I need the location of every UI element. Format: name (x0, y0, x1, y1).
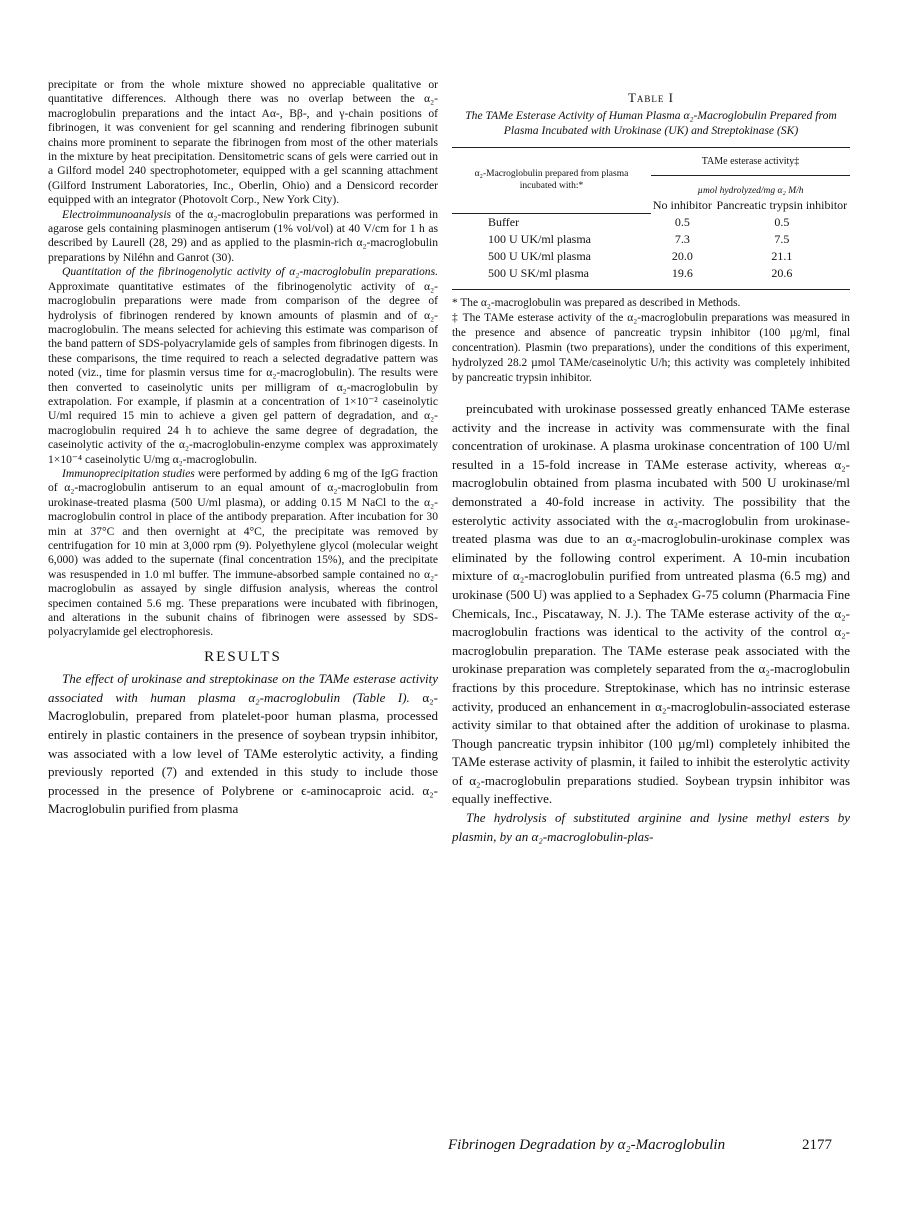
table-subheader-no-inhibitor: No inhibitor (652, 197, 712, 212)
table-subheader-trypsin-inhibitor: Pancreatic trypsin inhibitor (716, 197, 848, 212)
paragraph-body: Approximate quantitative estimates of the fibrinogenolytic activity of α₂-macroglobulin preparations were made from comparison of the degree of hydrolysis of fibrinogen rendered by known amounts of plasmin and of α₂-macroglobulin. The means selected for achieving this estimate was comparison of the band pattern of SDS-polyacrylamide gels of samples from fibrinogen digests. In these comparisons, the time required to reach a selected degradative pattern was noted (viz., time for plasmin versus time for α₂-macroglobulin). The results were then converted to caseinolytic units per milligram of α₂-macroglobulin by extrapolation. For example, if plasmin at a concentration of 1×10⁻² caseinolytic U/ml required 15 min to achieve a given gel pattern of degradation, and α₂-macroglobulin required 24 h to achieve the same degree of degradation, the caseinolytic activity of the α₂-macroglobulin-enzyme complex was approximately 1×10⁻⁴ caseinolytic U/mg α₂-macroglobulin. (48, 279, 438, 466)
table-cell-value: 21.1 (771, 249, 793, 263)
paragraph-heading: Immunoprecipitation studies (62, 466, 195, 480)
paragraph-quantitation (48, 265, 438, 467)
paragraph-methods-continued: precipitate or from the whole mixture showed no appreciable qualitative or quantitative differences. Although there was no overlap between the α₂-macroglobulin preparations and the intact Aα-, Bβ-, and γ-chain positions of fibrinogen, it was convenient for gel scanning and rendering fibrinogen subunit chains more prominent to separate the fibrinogen from most of the other materials in the mixture by heat precipitation. Densitometric scans of gels were carried out in a Gilford model 240 spectrophotometer, equipped with a gel scanning attachment (Gilford Instrument Laboratories, Inc., Oberlin, Ohio) and a Densicord recorder equipped with an integrator (Photovolt Corp., New York City). (48, 78, 438, 207)
table-row (452, 214, 850, 232)
table-cell-value: 7.5 (774, 232, 790, 246)
table-header-preparation: α₂-Macroglobulin prepared from plasma incubated with:* (452, 147, 651, 214)
paragraph-body: α₂-Macroglobulin, prepared from platelet-poor human plasma, processed entirely in plastic containers in the presence of soybean trypsin inhibitor, was associated with a low level of TAMe esterolytic activity, a finding previously reported (7) and extended in this study to include those processed in the presence of Polybrene or ϵ-aminocaproic acid. α₂-Macroglobulin purified from plasma (48, 689, 438, 817)
table-cell-value: 19.6 (651, 265, 714, 290)
table-cell-value: 7.3 (674, 232, 690, 246)
paragraph-results-continued: preincubated with urokinase possessed greatly enhanced TAMe esterase activity and the increase in activity was commensurate with the final concentration of urokinase. A plasma urokinase concentration of 100 U/ml resulted in a 15-fold increase in TAMe esterase activity, whereas α₂-macroglobulin obtained from plasma incubated with 500 U urokinase/ml demonstrated a 40-fold increase in activity. The possibility that the esterolytic activity associated with the α₂-macroglobulin from urokinase-treated plasma was due to an α₂-macroglobulin-urokinase complex was eliminated by the following control experiment. A 10-min incubation mixture of α₂-macroglobulin purified from untreated plasma (6.5 mg) and urokinase (500 U) was applied to a Sephadex G-75 column (Pharmacia Fine Chemicals, Inc., Piscataway, N. J.). The TAMe esterase activity of the α₂-macroglobulin fractions was identical to the activity of the control α₂-macroglobulin preparation. The TAMe esterase peak associated with the urokinase preparation was completely separated from the α₂-macroglobulin fractions by this procedure. Streptokinase, which has no intrinsic esterase activity, produced an enhancement in α₂-macroglobulin-associated esterase activity similar to that obtained after the addition of urokinase to plasma. Though pancreatic trypsin inhibitor (100 µg/ml) completely inhibited the TAMe esterase activity of plasmin, it failed to inhibit the esterolytic activity of α₂-macroglobulin preparations studied. Soybean trypsin inhibitor was equally ineffective. (452, 401, 850, 807)
paragraph-body: of the α₂-macroglobulin preparations was performed in agarose gels containing plasminogen antiserum (1% vol/vol) at 40 V/cm for 1 h as described by Laurell (28, 29) and as applied to the plasmin-rich α₂-macroglobulin preparations by Niléhn and Ganrot (30). (48, 207, 438, 264)
footnote: * The α₂-macroglobulin was prepared as described in Methods. (452, 297, 741, 309)
table-footnotes (452, 296, 850, 386)
table-cell-value: 0.5 (774, 214, 790, 229)
table-cell-value: 20.6 (714, 265, 850, 290)
table-cell-value: 20.0 (671, 249, 693, 263)
paragraph-immunoprecipitation (48, 467, 438, 640)
paragraph-heading: Quantitation of the fibrinogenolytic activity of α₂-macroglobulin preparations. (62, 265, 438, 279)
table-title: The TAMe Esterase Activity of Human Plasma α₂-Macroglobulin Prepared from Plasma Incubated with Urokinase (UK) and Streptokinase (SK) (465, 108, 837, 137)
table-header-activity: TAMe esterase activity‡ (651, 147, 850, 175)
paragraph-heading: Electroimmunoanalysis (62, 207, 172, 221)
table-cell-label: 500 U SK/ml plasma (452, 265, 651, 290)
paragraph-body: were performed by adding 6 mg of the IgG fraction of α₂-macroglobulin antiserum to an equal amount of α₂-macroglobulin from urokinase-treated plasma (500 U/ml plasma), or adding 0.15 M NaCl to the α₂-macroglobulin control in place of the antibody preparation. After incubation for 30 min at 37°C and then overnight at 4°C, the precipitate was removed by centrifugation for 10 min at 3,000 rpm (9). Polyethylene glycol (molecular weight 6,000) was added to the supernate (final concentration 15%), and the precipitate was resuspended in 1.0 ml buffer. The immune-absorbed sample contained no α₂-macroglobulin as assayed by single diffusion analysis, whereas the control specimen contained 5.6 mg. These preparations were incubated with fibrinogen, and alterations in the subunit chains of fibrinogen were assessed by SDS-polyacrylamide gel electrophoresis. (48, 466, 438, 639)
table-row (452, 248, 850, 265)
esterase-activity-table (452, 147, 850, 291)
table-row (452, 231, 850, 248)
results-heading: RESULTS (204, 648, 282, 665)
right-column (452, 78, 850, 846)
table-cell-value: 0.5 (674, 214, 690, 229)
right-column-text (452, 400, 850, 846)
table-cell-label: Buffer (488, 215, 520, 229)
paragraph-results-effect (48, 670, 438, 819)
table-cell-label: 100 U UK/ml plasma (488, 232, 591, 246)
table-row (452, 265, 850, 290)
running-title: Fibrinogen Degradation by α₂-Macroglobulin (448, 1137, 726, 1153)
table-caption (452, 90, 850, 139)
paragraph-hydrolysis (452, 809, 850, 846)
paragraph-electroimmunoanalysis (48, 208, 438, 266)
footnote: ‡ The TAMe esterase activity of the α₂-macroglobulin preparations was measured in the presence and absence of pancreatic trypsin inhibitor (100 µg/ml, final concentration). Plasmin (two preparations), under the conditions of this experiment, hydrolyzed 28.2 µmol TAMe/caseinolytic U/h; this activity was completely inhibited by pancreatic trypsin inhibitor. (452, 312, 850, 384)
paragraph-heading: The hydrolysis of substituted arginine and lysine methyl esters by plasmin, by an α₂-macroglobulin-plas- (452, 810, 850, 844)
left-column (48, 78, 438, 819)
paragraph-heading: The effect of urokinase and streptokinase on the TAMe esterase activity associated with human plasma α₂-macroglobulin (Table I). (48, 671, 438, 705)
page-number: 2177 (802, 1137, 832, 1153)
table-units: µmol hydrolyzed/mg α₂ M/h (697, 185, 804, 196)
table-cell-label: 500 U UK/ml plasma (488, 249, 591, 263)
table-number: Table I (627, 90, 675, 105)
